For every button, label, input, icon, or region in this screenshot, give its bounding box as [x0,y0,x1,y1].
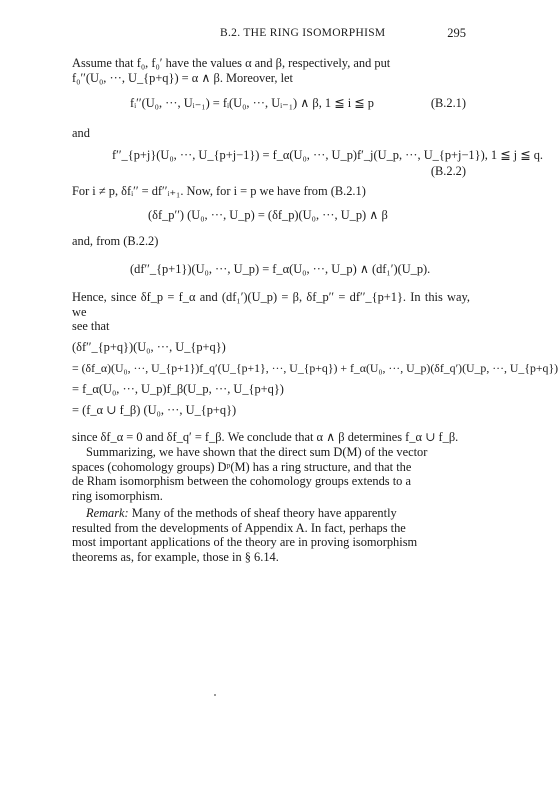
equation-number: (B.2.1) [430,96,466,110]
equation-line: (δf′′_{p+q})(U₀, ···, U_{p+q}) [72,340,226,354]
remark-text: Many of the methods of sheaf theory have apparently [128,506,397,520]
equation-df-p1: (df′′_{p+1})(U₀, ···, U_p) = f_α(U₀, ···, U_p) ∧ (df₁′)(U_p). [130,262,431,276]
page-number: 295 [447,26,466,40]
text-line [72,506,470,521]
text-line: most important applications of the theory are in proving isomorphism [72,535,418,550]
text-line: theorems as, for example, those in § 6.14. [72,549,279,564]
text-line: see that [72,319,110,334]
equation-b21: fᵢ′′(U₀, ···, Uᵢ₋₁) = fᵢ(U₀, ···, Uᵢ₋₁) ∧ β, 1 ≦ i ≦ p [130,96,374,110]
paragraph-summarizing [72,445,470,503]
text-line: Assume that f₀, f₀′ have the values α and β, respectively, and put [72,56,391,70]
text-and: and [72,126,90,140]
paragraph-hence [72,290,470,334]
equation-number: (B.2.2) [430,164,466,178]
paragraph-for-i: For i ≠ p, δfᵢ′′ = df′′ᵢ₊₁. Now, for i = p we have from (B.2.1) [72,184,366,198]
equation-b22: f′′_{p+j}(U₀, ···, U_{p+j−1}) = f_α(U₀, ···, U_p)f′_j(U_p, ···, U_{p+j−1}), 1 ≦ j ≦ q. [112,148,543,162]
section-title: B.2. THE RING ISOMORPHISM [220,27,386,39]
text-line: Summarizing, we have shown that the direct sum D(M) of the vector [86,445,428,459]
equation-line: = f_α(U₀, ···, U_p)f_β(U_p, ···, U_{p+q}) [72,382,284,396]
text-line: resulted from the developments of Appendix A. In fact, perhaps the [72,520,406,535]
remark-label: Remark: [86,506,129,520]
text-since: since δf_α = 0 and δf_q′ = f_β. We conclude that α ∧ β determines f_α ∪ f_β. [72,430,459,444]
text-line: Hence, since δf_p = f_α and (df₁′)(U_p) = β, δf_p′′ = df′′_{p+1}. In this way, we [72,290,470,319]
paragraph-remark [72,506,470,564]
equation-line: = (f_α ∪ f_β) (U₀, ···, U_{p+q}) [72,403,237,417]
paragraph-assume [72,56,470,85]
text-line: ring isomorphism. [72,488,163,503]
text-and-from: and, from (B.2.2) [72,234,159,248]
equation-line: = (δf_α)(U₀, ···, U_{p+1})f_q′(U_{p+1}, ···, U_{p+q}) + f_α(U₀, ···, U_p)(δf_q′)(U_p, ···, U_{p+q}) [72,361,558,375]
scan-speck [214,694,216,696]
text-line: spaces (cohomology groups) Dᵖ(M) has a ring structure, and that the [72,459,412,474]
text-line: f₀′′(U₀, ···, U_{p+q}) = α ∧ β. Moreover, let [72,70,293,85]
text-line: de Rham isomorphism between the cohomology groups extends to a [72,474,411,489]
equation-delta-fp: (δf_p′′) (U₀, ···, U_p) = (δf_p)(U₀, ···, U_p) ∧ β [148,208,388,222]
running-header [0,26,503,42]
